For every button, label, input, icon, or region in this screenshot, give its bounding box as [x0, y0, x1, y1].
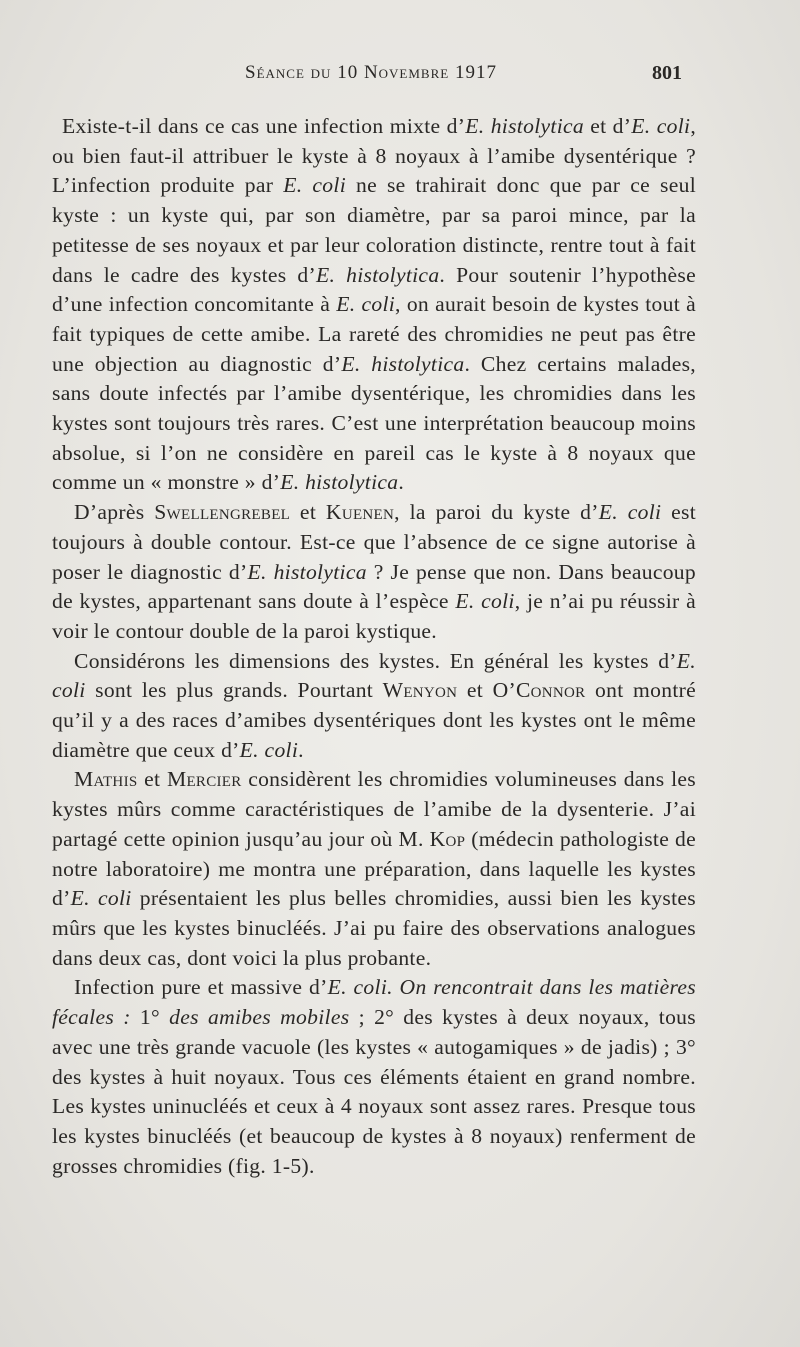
italic-text: E. histolytica [465, 114, 584, 138]
italic-text: E. coli [70, 886, 132, 911]
italic-text: E. coli. On rencontrait dans les matières fécales : [52, 975, 696, 1030]
text-run: est toujours à double contour. Est-ce que l’absence de ce signe autorise à poser le diagnostic d’ [52, 500, 696, 584]
paragraph-1 [52, 112, 696, 498]
author-name: Kuenen [325, 500, 395, 525]
text-run: sont les plus grands. Pourtant [85, 678, 383, 703]
text-run: , la paroi du kyste d’ [394, 500, 599, 525]
text-run: . [398, 470, 405, 495]
text-run: . [298, 737, 304, 762]
text-run: et [137, 767, 167, 792]
running-title: Séance du 10 Novembre 1917 [245, 62, 497, 83]
body-text [52, 112, 696, 1181]
italic-text: E. histolytica [280, 470, 399, 495]
text-run: . Pour soutenir l’hypothèse d’une infection concomitante à [52, 262, 696, 317]
italic-text: E. coli [239, 737, 299, 762]
text-run: ont montré qu’il y a des races d’amibes dysentériques dont les kystes ont le même diamètre que ceux d’ [52, 678, 696, 762]
author-name: Mathis [74, 767, 138, 792]
author-name: Mercier [166, 767, 242, 792]
italic-text: E. coli [52, 648, 696, 703]
author-name: Wenyon [382, 678, 458, 703]
text-run: ne se trahirait donc que par ce seul kyste : un kyste qui, par son diamètre, par sa paroi mince, par la petitesse de ses noyaux et par leur coloration distincte, rentre tout à fait dans le cadre des kystes d’ [52, 173, 696, 287]
paragraph-3 [52, 647, 696, 766]
text-run: D’après [74, 500, 155, 525]
text-run: et [457, 678, 493, 703]
author-name: O’Connor [492, 678, 586, 703]
italic-text: E. histolytica [316, 262, 440, 287]
italic-text: E. coli [283, 173, 347, 198]
paragraph-2 [52, 498, 696, 647]
page-header [60, 62, 682, 102]
text-run: Infection pure et massive d’ [74, 975, 328, 1000]
italic-text: E. histolytica [341, 351, 465, 376]
author-name: Kop [429, 826, 466, 851]
text-run: ; 2° des kystes à deux noyaux, tous avec une très grande vacuole (les kystes « autogamiques » de jadis) ; 3° des kystes à huit noyaux. Tous ces éléments étaient en grand nombre. Les kystes uninucléés et ceux à 4 noyaux sont assez rares. Presque tous les kystes binucléés (et beaucoup de kystes à 8 noyaux) renferment de grosses chromidies (fig. 1-5). [52, 1005, 696, 1178]
text-run: , on aurait besoin de kystes tout à fait typiques de cette amibe. La rareté des chromidies ne peut pas être une objection au diagnostic d’ [52, 292, 697, 376]
text-run: ? Je pense que non. Dans beaucoup de kystes, appartenant sans doute à l’espèce [52, 559, 696, 614]
page-number: 801 [652, 62, 682, 84]
italic-text: des amibes mobiles [169, 1005, 350, 1030]
text-run: 1° [130, 1005, 170, 1030]
author-name: Swellengrebel [154, 500, 291, 525]
text-run: Existe-t-il dans ce cas une infection mixte d’ [62, 114, 466, 138]
italic-text: E. coli [598, 500, 662, 525]
text-run: et d’ [583, 114, 632, 138]
paragraph-5 [52, 973, 696, 1181]
italic-text: E. coli [631, 114, 691, 138]
text-run: présentaient les plus belles chromidies, aussi bien les kystes mûrs que les kystes binucléés. J’ai pu faire des observations analogues dans deux cas, dont voici la plus probante. [52, 886, 697, 970]
text-run: , ou bien faut-il attribuer le kyste à 8 noyaux à l’amibe dysentérique ? L’infection produite par [52, 114, 697, 198]
paragraph-4 [52, 765, 696, 973]
text-run: et [290, 500, 326, 525]
text-run: , je n’ai pu réussir à voir le contour double de la paroi kystique. [52, 589, 696, 643]
text-run: Considérons les dimensions des kystes. En général les kystes d’ [74, 648, 677, 673]
text-run: . Chez certains malades, sans doute infectés par l’amibe dysentérique, les chromidies dans les kystes sont toujours très rares. C’est une interprétation beaucoup moins absolue, si l’on ne considère en pareil cas le kyste à 8 noyaux que comme un « monstre » d’ [52, 351, 696, 495]
italic-text: E. coli [336, 292, 396, 317]
italic-text: E. histolytica [247, 559, 367, 584]
text-run: (médecin pathologiste de notre laboratoire) me montra une préparation, dans laquelle les kystes d’ [52, 826, 696, 911]
text-run: considèrent les chromidies volumineuses dans les kystes mûrs comme caractéristiques de l’amibe de la dysenterie. J’ai partagé cette opinion jusqu’au jour où M. [52, 767, 696, 851]
italic-text: E. coli [455, 589, 515, 614]
